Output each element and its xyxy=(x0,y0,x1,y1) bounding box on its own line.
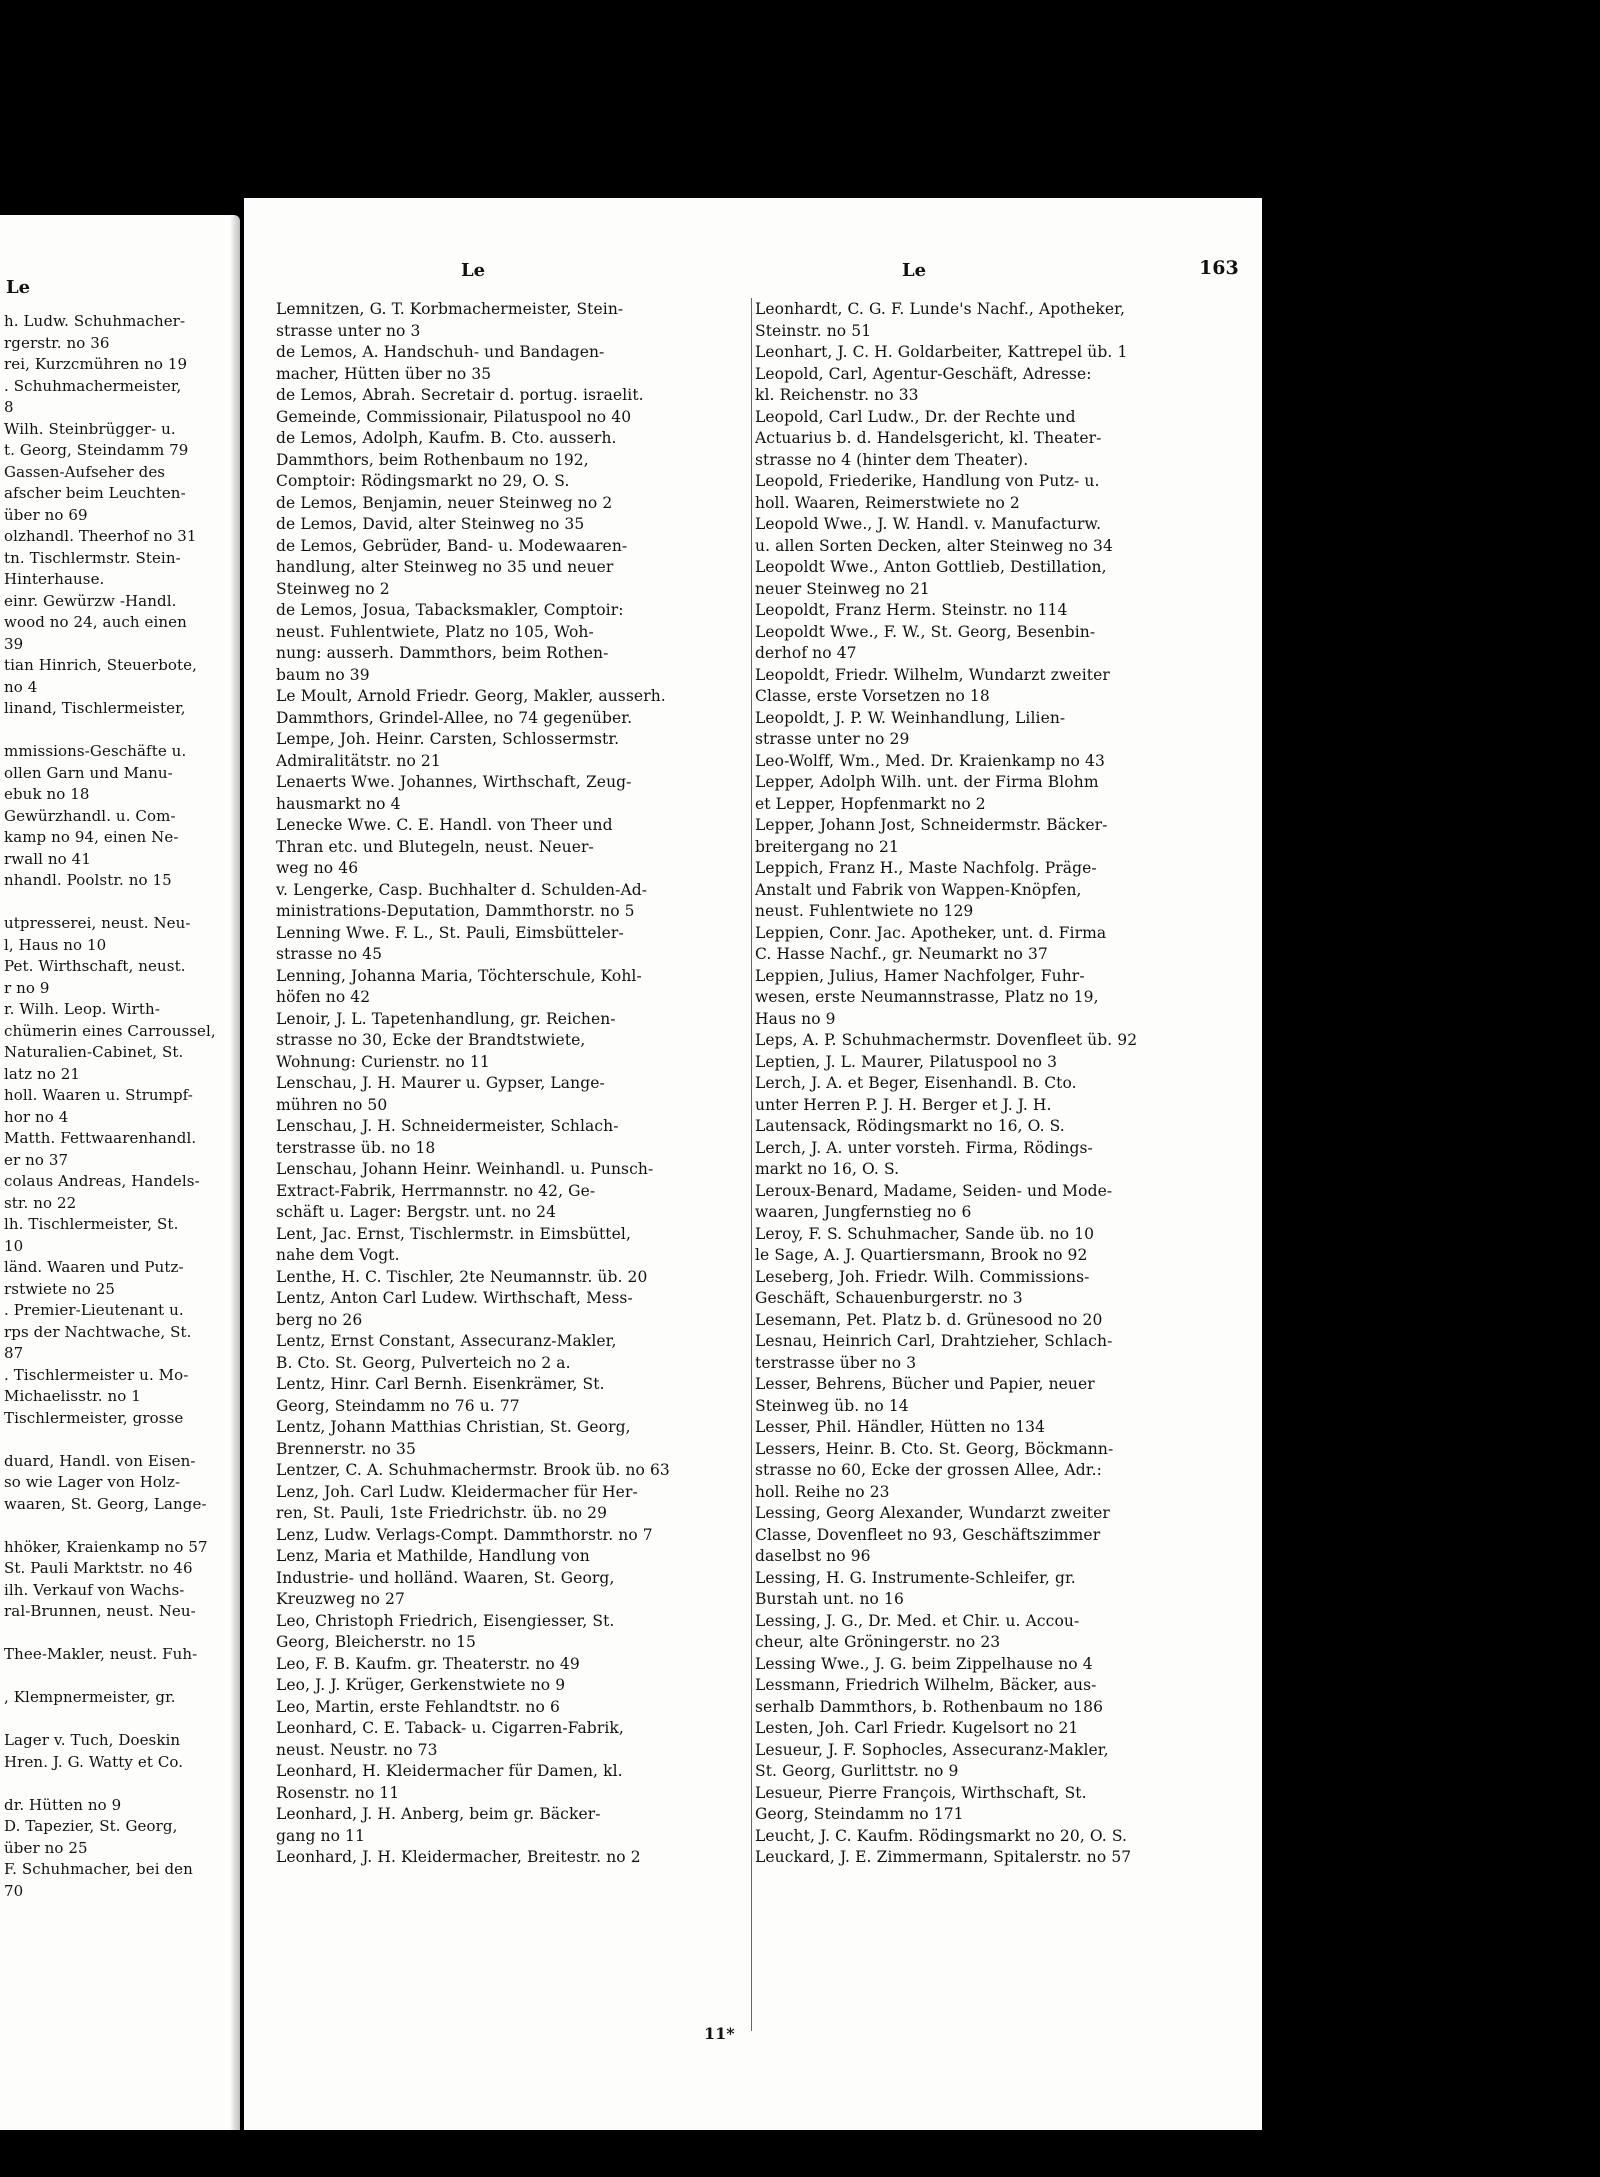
directory-line: Lenning, Johanna Maria, Töchterschule, Kohl- xyxy=(276,966,642,985)
directory-line: Lempe, Joh. Heinr. Carsten, Schlossermstr. xyxy=(276,730,620,748)
directory-line: länd. Waaren und Putz- xyxy=(4,1258,184,1276)
directory-line: Lenz, Ludw. Verlags-Compt. Dammthorstr. no 7 xyxy=(276,1525,653,1544)
directory-line: strasse unter no 29 xyxy=(755,730,910,748)
directory-line: markt no 16, O. S. xyxy=(755,1160,900,1178)
directory-line: Lessers, Heinr. B. Cto. St. Georg, Böckmann- xyxy=(755,1439,1114,1458)
directory-line: rwall no 41 xyxy=(4,849,91,868)
directory-line: Lessmann, Friedrich Wilhelm, Bäcker, aus- xyxy=(755,1676,1097,1694)
directory-line: ren, St. Pauli, 1ste Friedrichstr. üb. no 29 xyxy=(276,1504,608,1522)
directory-line: r no 9 xyxy=(4,978,50,997)
directory-line: strasse no 4 (hinter dem Theater). xyxy=(755,450,1029,469)
directory-line: cheur, alte Gröningerstr. no 23 xyxy=(755,1633,1001,1651)
directory-line: Extract-Fabrik, Herrmannstr. no 42, Ge- xyxy=(276,1181,596,1200)
directory-line: Lemnitzen, G. T. Korbmachermeister, Stein- xyxy=(276,300,624,318)
directory-line: Leopoldt, Friedr. Wilhelm, Wundarzt zweiter xyxy=(755,665,1110,684)
directory-line: Michaelisstr. no 1 xyxy=(4,1387,141,1405)
directory-line: kamp no 94, einen Ne- xyxy=(4,828,179,846)
directory-line: B. Cto. St. Georg, Pulverteich no 2 a. xyxy=(276,1353,571,1372)
directory-line: hausmarkt no 4 xyxy=(276,794,401,813)
directory-line: Leseberg, Joh. Friedr. Wilh. Commissions- xyxy=(755,1267,1090,1286)
directory-line: Leo, Martin, erste Fehlandtstr. no 6 xyxy=(276,1697,560,1716)
signature-mark: 11* xyxy=(704,2024,735,2043)
directory-line: chümerin eines Carroussel, xyxy=(4,1021,216,1040)
directory-line xyxy=(4,1623,236,1645)
directory-line: t. Georg, Steindamm 79 xyxy=(4,441,189,459)
directory-line: Leo, J. J. Krüger, Gerkenstwiete no 9 xyxy=(276,1676,566,1694)
directory-line: utpresserei, neust. Neu- xyxy=(4,914,191,932)
directory-line: Thran etc. und Blutegeln, neust. Neuer- xyxy=(276,837,594,856)
directory-line: neust. Fuhlentwiete, Platz no 105, Woh- xyxy=(276,622,594,641)
directory-line: strasse no 30, Ecke der Brandtstwiete, xyxy=(276,1031,586,1049)
directory-line: terstrasse üb. no 18 xyxy=(276,1138,436,1157)
directory-line: waaren, St. Georg, Lange- xyxy=(4,1494,207,1513)
directory-line: Anstalt und Fabrik von Wappen-Knöpfen, xyxy=(755,880,1082,899)
directory-line: ilh. Verkauf von Wachs- xyxy=(4,1580,185,1599)
directory-line: hor no 4 xyxy=(4,1107,69,1126)
directory-line: strasse no 45 xyxy=(276,945,383,963)
directory-line: u. allen Sorten Decken, alter Steinweg no 34 xyxy=(755,536,1113,555)
directory-line: ebuk no 18 xyxy=(4,785,90,803)
directory-line: Steinstr. no 51 xyxy=(755,321,872,340)
directory-line: no 4 xyxy=(4,677,38,696)
directory-line: 39 xyxy=(4,634,24,653)
directory-line: rgerstr. no 36 xyxy=(4,333,110,352)
directory-line: Lenecke Wwe. C. E. Handl. von Theer und xyxy=(276,816,613,834)
directory-line: strasse unter no 3 xyxy=(276,321,421,340)
directory-line: Georg, Bleicherstr. no 15 xyxy=(276,1633,477,1651)
directory-line: daselbst no 96 xyxy=(755,1547,871,1565)
directory-line: Leonhard, C. E. Taback- u. Cigarren-Fabrik, xyxy=(276,1719,624,1737)
directory-line: baum no 39 xyxy=(276,665,370,684)
directory-line: Leopold, Friederike, Handlung von Putz- u. xyxy=(755,472,1100,490)
directory-line: mühren no 50 xyxy=(276,1095,388,1114)
directory-line: Lesnau, Heinrich Carl, Drahtzieher, Schlach- xyxy=(755,1332,1113,1350)
directory-line: Lager v. Tuch, Doeskin xyxy=(4,1731,181,1749)
directory-line: Dammthors, Grindel-Allee, no 74 gegenüber. xyxy=(276,708,633,727)
directory-line: Hren. J. G. Watty et Co. xyxy=(4,1752,184,1771)
directory-line: Leo, Christoph Friedrich, Eisengiesser, St. xyxy=(276,1611,615,1630)
directory-line xyxy=(4,892,236,914)
directory-line: Lenschau, J. H. Schneidermeister, Schlach- xyxy=(276,1117,619,1135)
directory-line: handlung, alter Steinweg no 35 und neuer xyxy=(276,558,614,576)
directory-line: l, Haus no 10 xyxy=(4,935,107,954)
directory-line: Lepper, Adolph Wilh. unt. der Firma Blohm xyxy=(755,773,1099,791)
directory-line: unter Herren P. J. H. Berger et J. J. H. xyxy=(755,1095,1052,1114)
directory-line: rei, Kurzcmühren no 19 xyxy=(4,355,188,373)
directory-line: , Klempnermeister, gr. xyxy=(4,1688,176,1706)
directory-line: einr. Gewürzw -Handl. xyxy=(4,591,177,610)
directory-line: Burstah unt. no 16 xyxy=(755,1590,904,1608)
directory-line: wood no 24, auch einen xyxy=(4,613,187,631)
left-page-text xyxy=(4,311,236,1902)
left-running-head: Le xyxy=(6,277,31,298)
directory-line: breitergang no 21 xyxy=(755,837,899,856)
directory-line: weg no 46 xyxy=(276,859,359,877)
directory-line: Leopold Wwe., J. W. Handl. v. Manufacturw. xyxy=(755,515,1102,533)
directory-line: Leppien, Conr. Jac. Apotheker, unt. d. Firma xyxy=(755,923,1107,942)
directory-line: Brennerstr. no 35 xyxy=(276,1439,416,1458)
directory-line: tian Hinrich, Steuerbote, xyxy=(4,656,197,674)
directory-line: F. Schuhmacher, bei den xyxy=(4,1860,193,1878)
directory-line: de Lemos, Benjamin, neuer Steinweg no 2 xyxy=(276,493,613,512)
directory-line: Leroux-Benard, Madame, Seiden- und Mode- xyxy=(755,1181,1113,1200)
directory-line: olzhandl. Theerhof no 31 xyxy=(4,527,197,545)
directory-line xyxy=(4,1666,236,1688)
directory-line: . Premier-Lieutenant u. xyxy=(4,1301,184,1319)
directory-line: waaren, Jungfernstieg no 6 xyxy=(755,1203,972,1221)
directory-line: Wohnung: Curienstr. no 11 xyxy=(276,1052,490,1071)
directory-line: Lessing Wwe., J. G. beim Zippelhause no 4 xyxy=(755,1654,1093,1673)
directory-line: Lent, Jac. Ernst, Tischlermstr. in Eimsbüttel, xyxy=(276,1224,631,1243)
directory-line: Leonhard, J. H. Kleidermacher, Breitestr. no 2 xyxy=(276,1848,641,1866)
directory-line: Haus no 9 xyxy=(755,1009,836,1028)
directory-line: macher, Hütten über no 35 xyxy=(276,364,492,383)
directory-line: terstrasse über no 3 xyxy=(755,1353,917,1372)
directory-line: tn. Tischlermstr. Stein- xyxy=(4,548,181,567)
directory-line: Admiralitätstr. no 21 xyxy=(276,751,441,770)
directory-line: holl. Waaren, Reimerstwiete no 2 xyxy=(755,493,1020,512)
directory-line: Hinterhause. xyxy=(4,570,105,588)
directory-line: Leopold, Carl, Agentur-Geschäft, Adresse: xyxy=(755,364,1092,383)
directory-line: Wilh. Steinbrügger- u. xyxy=(4,419,176,438)
directory-column-2 xyxy=(755,299,1225,1869)
directory-line: nung: ausserh. Dammthors, beim Rothen- xyxy=(276,644,609,662)
directory-line: . Schuhmachermeister, xyxy=(4,376,182,395)
directory-column-1 xyxy=(276,299,748,1869)
directory-line: str. no 22 xyxy=(4,1193,77,1212)
directory-line: Comptoir: Rödingsmarkt no 29, O. S. xyxy=(276,472,570,490)
directory-line: Lenaerts Wwe. Johannes, Wirthschaft, Zeug- xyxy=(276,773,632,791)
directory-line: Classe, Dovenfleet no 93, Geschäftszimmer xyxy=(755,1525,1101,1544)
right-page xyxy=(244,198,1262,2130)
directory-line xyxy=(4,1429,236,1451)
directory-line: Naturalien-Cabinet, St. xyxy=(4,1043,184,1061)
directory-line: wesen, erste Neumannstrasse, Platz no 19, xyxy=(755,988,1099,1006)
directory-line: Gemeinde, Commissionair, Pilatuspool no 40 xyxy=(276,407,632,426)
directory-line: Lepper, Johann Jost, Schneidermstr. Bäcker- xyxy=(755,816,1108,834)
directory-line: serhalb Dammthors, b. Rothenbaum no 186 xyxy=(755,1697,1104,1716)
directory-line: Leopold, Carl Ludw., Dr. der Rechte und xyxy=(755,407,1076,426)
directory-line: Lentz, Ernst Constant, Assecuranz-Makler, xyxy=(276,1332,617,1350)
directory-line: Lessing, H. G. Instrumente-Schleifer, gr. xyxy=(755,1568,1076,1587)
directory-line: Lenthe, H. C. Tischler, 2te Neumannstr. üb. 20 xyxy=(276,1267,648,1286)
directory-line: Rosenstr. no 11 xyxy=(276,1783,400,1802)
directory-line: dr. Hütten no 9 xyxy=(4,1795,122,1814)
directory-line: Classe, erste Vorsetzen no 18 xyxy=(755,687,990,705)
directory-line: Kreuzweg no 27 xyxy=(276,1590,405,1608)
directory-line: Tischlermeister, grosse xyxy=(4,1408,184,1427)
directory-line: Lentz, Hinr. Carl Bernh. Eisenkrämer, St. xyxy=(276,1375,605,1393)
directory-line: Leo, F. B. Kaufm. gr. Theaterstr. no 49 xyxy=(276,1654,580,1673)
running-head-right: Le xyxy=(902,260,927,281)
directory-line: linand, Tischlermeister, xyxy=(4,699,186,717)
directory-line: Lesten, Joh. Carl Friedr. Kugelsort no 21 xyxy=(755,1719,1079,1737)
directory-line: Lenz, Joh. Carl Ludw. Kleidermacher für Her- xyxy=(276,1482,638,1501)
directory-line xyxy=(4,1773,236,1795)
directory-line: neust. Neustr. no 73 xyxy=(276,1740,438,1759)
directory-line: Lesueur, J. F. Sophocles, Assecuranz-Makler, xyxy=(755,1740,1109,1759)
directory-line: St. Pauli Marktstr. no 46 xyxy=(4,1559,193,1577)
directory-line: Lessing, Georg Alexander, Wundarzt zweiter xyxy=(755,1504,1110,1522)
directory-line: h. Ludw. Schuhmacher- xyxy=(4,312,186,330)
directory-line: latz no 21 xyxy=(4,1064,80,1083)
directory-line: Gewürzhandl. u. Com- xyxy=(4,806,176,825)
directory-line: de Lemos, Abrah. Secretair d. portug. israelit. xyxy=(276,386,644,404)
directory-line: Leo-Wolff, Wm., Med. Dr. Kraienkamp no 43 xyxy=(755,751,1105,770)
directory-line: de Lemos, David, alter Steinweg no 35 xyxy=(276,515,585,533)
directory-line: St. Georg, Gurlittstr. no 9 xyxy=(755,1762,959,1780)
directory-line: Lerch, J. A. et Beger, Eisenhandl. B. Cto. xyxy=(755,1074,1077,1092)
directory-line: berg no 26 xyxy=(276,1310,363,1329)
directory-line: Leonhard, H. Kleidermacher für Damen, kl. xyxy=(276,1762,623,1780)
directory-line: Lentzer, C. A. Schuhmachermstr. Brook üb. no 63 xyxy=(276,1461,670,1479)
directory-line: neust. Fuhlentwiete no 129 xyxy=(755,902,974,920)
directory-line: Georg, Steindamm no 171 xyxy=(755,1805,964,1823)
directory-line: Leuckard, J. E. Zimmermann, Spitalerstr. no 57 xyxy=(755,1848,1132,1866)
directory-line: Leonhardt, C. G. F. Lunde's Nachf., Apotheker, xyxy=(755,300,1126,318)
directory-line: 87 xyxy=(4,1344,24,1362)
directory-line: Lenoir, J. L. Tapetenhandlung, gr. Reichen- xyxy=(276,1009,616,1028)
directory-line: Pet. Wirthschaft, neust. xyxy=(4,957,186,975)
left-page xyxy=(0,215,240,2130)
directory-line: ral-Brunnen, neust. Neu- xyxy=(4,1602,196,1620)
directory-line: C. Hasse Nachf., gr. Neumarkt no 37 xyxy=(755,945,1048,963)
directory-line: de Lemos, Adolph, Kaufm. B. Cto. ausserh. xyxy=(276,429,617,447)
directory-line: Georg, Steindamm no 76 u. 77 xyxy=(276,1396,520,1415)
directory-line: Steinweg no 2 xyxy=(276,579,390,598)
directory-line: Lesemann, Pet. Platz b. d. Grünesood no 20 xyxy=(755,1310,1103,1329)
directory-line: Lessing, J. G., Dr. Med. et Chir. u. Accou- xyxy=(755,1611,1080,1630)
directory-line xyxy=(4,1515,236,1537)
directory-line: Leopoldt, Franz Herm. Steinstr. no 114 xyxy=(755,601,1068,619)
directory-line: Dammthors, beim Rothenbaum no 192, xyxy=(276,450,589,469)
directory-line: Lesser, Behrens, Bücher und Papier, neuer xyxy=(755,1375,1095,1393)
directory-line xyxy=(4,720,236,742)
directory-line: strasse no 60, Ecke der grossen Allee, Adr.: xyxy=(755,1461,1102,1479)
directory-line: über no 25 xyxy=(4,1838,88,1857)
directory-line: de Lemos, A. Handschuh- und Bandagen- xyxy=(276,343,605,361)
directory-line: Leptien, J. L. Maurer, Pilatuspool no 3 xyxy=(755,1052,1058,1071)
directory-line: duard, Handl. von Eisen- xyxy=(4,1451,196,1470)
directory-line: de Lemos, Gebrüder, Band- u. Modewaaren- xyxy=(276,536,628,555)
directory-line: Thee-Makler, neust. Fuh- xyxy=(4,1645,198,1663)
directory-line: holl. Waaren u. Strumpf- xyxy=(4,1086,193,1104)
directory-line: holl. Reihe no 23 xyxy=(755,1482,890,1501)
page-number: 163 xyxy=(1199,257,1239,279)
directory-line: er no 37 xyxy=(4,1150,69,1169)
directory-line: Matth. Fettwaarenhandl. xyxy=(4,1129,197,1147)
directory-line: gang no 11 xyxy=(276,1826,365,1845)
directory-line: Lentz, Anton Carl Ludew. Wirthschaft, Mess- xyxy=(276,1289,633,1307)
directory-line: Lenz, Maria et Mathilde, Handlung von xyxy=(276,1547,590,1565)
directory-line: Leopoldt Wwe., Anton Gottlieb, Destillation, xyxy=(755,558,1107,576)
directory-line: Lesueur, Pierre François, Wirthschaft, St. xyxy=(755,1783,1087,1802)
directory-line: Leps, A. P. Schuhmachermstr. Dovenfleet üb. 92 xyxy=(755,1031,1138,1049)
directory-line: colaus Andreas, Handels- xyxy=(4,1172,200,1190)
directory-line: v. Lengerke, Casp. Buchhalter d. Schulden-Ad- xyxy=(276,880,648,899)
directory-line: Steinweg üb. no 14 xyxy=(755,1396,909,1415)
directory-line: derhof no 47 xyxy=(755,644,857,662)
directory-line: Leonhard, J. H. Anberg, beim gr. Bäcker- xyxy=(276,1805,601,1823)
directory-line: Lenschau, J. H. Maurer u. Gypser, Lange- xyxy=(276,1074,605,1092)
directory-line: 70 xyxy=(4,1881,24,1900)
directory-line: kl. Reichenstr. no 33 xyxy=(755,386,919,404)
directory-line: Industrie- und holländ. Waaren, St. Georg, xyxy=(276,1568,615,1587)
directory-line: Leroy, F. S. Schuhmacher, Sande üb. no 10 xyxy=(755,1224,1095,1243)
directory-line: Actuarius b. d. Handelsgericht, kl. Theater- xyxy=(755,429,1102,447)
directory-line: Lenschau, Johann Heinr. Weinhandl. u. Punsch- xyxy=(276,1160,654,1178)
directory-line: 10 xyxy=(4,1236,24,1255)
directory-line: Lerch, J. A. unter vorsteh. Firma, Rödings- xyxy=(755,1138,1093,1157)
directory-line: Gassen-Aufseher des xyxy=(4,462,166,481)
directory-line: Leopoldt Wwe., F. W., St. Georg, Besenbin- xyxy=(755,622,1096,641)
directory-line: Lautensack, Rödingsmarkt no 16, O. S. xyxy=(755,1117,1065,1135)
directory-line: Leopoldt, J. P. W. Weinhandlung, Lilien- xyxy=(755,708,1066,727)
directory-line: le Sage, A. J. Quartiersmann, Brook no 92 xyxy=(755,1246,1088,1264)
directory-line: ministrations-Deputation, Dammthorstr. no 5 xyxy=(276,902,635,920)
directory-line: Le Moult, Arnold Friedr. Georg, Makler, ausserh. xyxy=(276,687,666,705)
directory-line: 8 xyxy=(4,398,14,416)
directory-line: Leonhart, J. C. H. Goldarbeiter, Kattrepel üb. 1 xyxy=(755,343,1128,361)
directory-line: et Lepper, Hopfenmarkt no 2 xyxy=(755,794,986,813)
directory-line: hhöker, Kraienkamp no 57 xyxy=(4,1537,208,1556)
directory-line: Geschäft, Schauenburgerstr. no 3 xyxy=(755,1289,1023,1307)
column-divider xyxy=(751,298,752,2031)
directory-line: nahe dem Vogt. xyxy=(276,1246,400,1264)
directory-line: afscher beim Leuchten- xyxy=(4,484,186,502)
directory-line: Lenning Wwe. F. L., St. Pauli, Eimsbütteler- xyxy=(276,923,624,942)
directory-line: so wie Lager von Holz- xyxy=(4,1473,181,1491)
directory-line: Lentz, Johann Matthias Christian, St. Georg, xyxy=(276,1418,631,1436)
directory-line: nhandl. Poolstr. no 15 xyxy=(4,871,172,889)
directory-line: schäft u. Lager: Bergstr. unt. no 24 xyxy=(276,1203,557,1221)
directory-line: ollen Garn und Manu- xyxy=(4,763,173,782)
directory-line: r. Wilh. Leop. Wirth- xyxy=(4,1000,160,1018)
directory-line: Leucht, J. C. Kaufm. Rödingsmarkt no 20, O. S. xyxy=(755,1826,1128,1845)
directory-line: Lesser, Phil. Händler, Hütten no 134 xyxy=(755,1418,1046,1436)
directory-line: . Tischlermeister u. Mo- xyxy=(4,1365,189,1384)
directory-line: de Lemos, Josua, Tabacksmakler, Comptoir: xyxy=(276,601,624,619)
directory-line: mmissions-Geschäfte u. xyxy=(4,742,187,760)
directory-line xyxy=(4,1709,236,1731)
directory-line: lh. Tischlermeister, St. xyxy=(4,1215,179,1233)
directory-line: rstwiete no 25 xyxy=(4,1279,116,1298)
directory-line: neuer Steinweg no 21 xyxy=(755,579,930,598)
directory-line: höfen no 42 xyxy=(276,988,371,1006)
running-head-left: Le xyxy=(461,260,486,281)
directory-line: über no 69 xyxy=(4,505,88,524)
directory-line: Leppich, Franz H., Maste Nachfolg. Präge- xyxy=(755,859,1097,877)
directory-line: D. Tapezier, St. Georg, xyxy=(4,1817,178,1835)
directory-line: Leppien, Julius, Hamer Nachfolger, Fuhr- xyxy=(755,966,1085,985)
directory-line: rps der Nachtwache, St. xyxy=(4,1322,192,1341)
